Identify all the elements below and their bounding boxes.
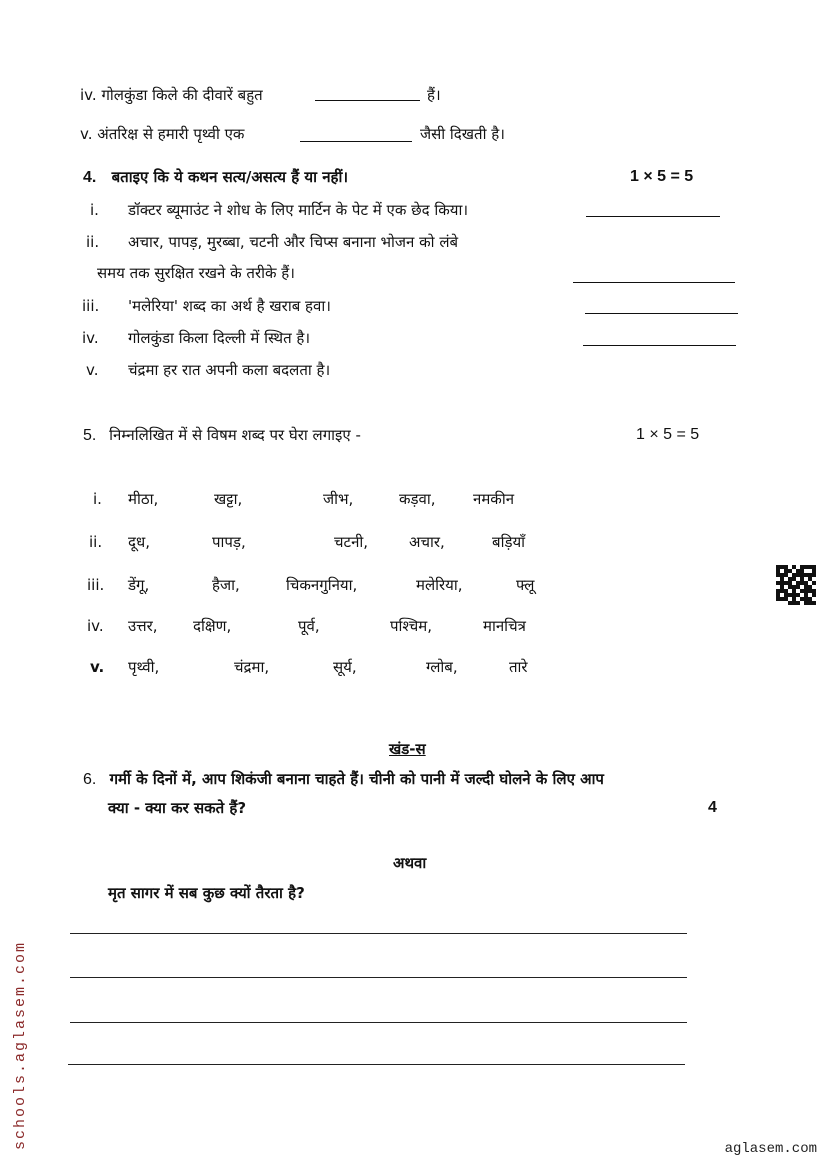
answer-line[interactable] xyxy=(70,933,687,934)
q3-item-v-after: जैसी दिखती है। xyxy=(420,125,505,143)
q5-word[interactable]: अचार, xyxy=(409,533,445,551)
section-heading: खंड-स xyxy=(389,740,426,758)
q5-word[interactable]: चिकनगुनिया, xyxy=(286,576,358,594)
answer-blank-q4-iv[interactable] xyxy=(583,345,736,346)
q4-item-num-iii: iii. xyxy=(82,297,100,315)
q4-item-text-iii: 'मलेरिया' शब्द का अर्थ है खराब हवा। xyxy=(128,297,331,315)
q5-word[interactable]: खट्टा, xyxy=(214,490,243,508)
item-text-before: अंतरिक्ष से हमारी पृथ्वी एक xyxy=(97,125,245,143)
q5-word[interactable]: मीठा, xyxy=(128,490,159,508)
qr-code-icon xyxy=(776,565,816,605)
q4-marks: 1 × 5 = 5 xyxy=(630,168,694,185)
q5-word[interactable]: ग्लोब, xyxy=(426,658,458,676)
q5-row-num: iv. xyxy=(87,617,104,635)
item-text-before: गोलकुंडा किले की दीवारें बहुत xyxy=(101,86,263,104)
question-number: 4. xyxy=(83,169,97,186)
q5-word[interactable]: कड़वा, xyxy=(399,490,436,508)
q4-item-text-ii-cont: समय तक सुरक्षित रखने के तरीके हैं। xyxy=(97,264,295,282)
q3-item-iv xyxy=(80,86,263,104)
alt-question: मृत सागर में सब कुछ क्यों तैरता है? xyxy=(108,884,305,902)
answer-line[interactable] xyxy=(70,1022,687,1023)
q4-item-text-ii: अचार, पापड़, मुरब्बा, चटनी और चिप्स बनाना भोजन को लंबे xyxy=(128,233,459,251)
question-number: 5. xyxy=(83,427,97,444)
footer-watermark: aglasem.com xyxy=(724,1141,817,1157)
q4-item-text-i: डॉक्टर ब्यूमाउंट ने शोध के लिए मार्टिन के पेट में एक छेद किया। xyxy=(128,201,469,219)
q4-item-num-ii: ii. xyxy=(86,233,100,251)
q6-line2: क्या - क्या कर सकते हैं? xyxy=(108,799,247,817)
q6-marks: 4 xyxy=(708,799,717,816)
item-number: v. xyxy=(80,125,93,143)
question-prompt: निम्नलिखित में से विषम शब्द पर घेरा लगाइए - xyxy=(109,426,361,444)
q5-word[interactable]: बड़ियाँ xyxy=(492,533,526,551)
q4-item-num-iv: iv. xyxy=(82,329,99,347)
q5-word[interactable]: फ्लू xyxy=(516,576,535,594)
question-text: गर्मी के दिनों में, आप शिकंजी बनाना चाहते हैं। चीनी को पानी में जल्दी घोलने के लिए आप xyxy=(109,770,604,788)
q5-word[interactable]: मलेरिया, xyxy=(416,576,463,594)
q5-word[interactable]: पृथ्वी, xyxy=(128,658,160,676)
q3-item-v xyxy=(80,125,244,143)
q5-word[interactable]: दक्षिण, xyxy=(193,617,232,635)
fill-blank-q3-v[interactable] xyxy=(300,141,412,142)
q4-item-num-v: v. xyxy=(86,361,99,379)
or-label: अथवा xyxy=(393,854,427,872)
q5-word[interactable]: दूध, xyxy=(128,533,150,551)
q5-word[interactable]: तारे xyxy=(509,658,528,676)
q5-word[interactable]: मानचित्र xyxy=(483,617,526,635)
fill-blank-q3-iv[interactable] xyxy=(315,100,420,101)
answer-blank-q4-iii[interactable] xyxy=(585,313,738,314)
answer-line[interactable] xyxy=(68,1064,685,1065)
q5-word[interactable]: नमकीन xyxy=(473,490,515,508)
q4-item-text-iv: गोलकुंडा किला दिल्ली में स्थित है। xyxy=(128,329,311,347)
item-number: iv. xyxy=(80,86,97,104)
question-number: 6. xyxy=(83,771,97,788)
q5-word[interactable]: पापड़, xyxy=(212,533,246,551)
q4-item-text-v: चंद्रमा हर रात अपनी कला बदलता है। xyxy=(128,361,331,379)
q6-line1 xyxy=(83,770,604,789)
q5-word[interactable]: चटनी, xyxy=(334,533,369,551)
answer-line[interactable] xyxy=(70,977,687,978)
q5-row-num: ii. xyxy=(89,533,103,551)
q5-row-num: i. xyxy=(93,490,102,508)
side-watermark: schools.aglasem.com xyxy=(12,940,29,1150)
q5-word[interactable]: पूर्व, xyxy=(298,617,320,635)
q5-word[interactable]: पश्चिम, xyxy=(390,617,433,635)
q5-row-num: v. xyxy=(90,658,105,676)
q4-item-num-i: i. xyxy=(90,201,99,219)
q3-item-iv-after: हैं। xyxy=(427,86,441,104)
answer-blank-q4-ii[interactable] xyxy=(573,282,735,283)
question-prompt: बताइए कि ये कथन सत्य/असत्य हैं या नहीं। xyxy=(111,168,349,186)
q5-row-num: iii. xyxy=(87,576,105,594)
q5-word[interactable]: हैजा, xyxy=(212,576,240,594)
answer-blank-q4-i[interactable] xyxy=(586,216,720,217)
q5-word[interactable]: डेंगू, xyxy=(128,576,150,594)
q4-header xyxy=(83,168,348,187)
q5-header xyxy=(83,426,361,445)
q5-marks: 1 × 5 = 5 xyxy=(636,426,700,443)
q5-word[interactable]: सूर्य, xyxy=(333,658,357,676)
q5-word[interactable]: चंद्रमा, xyxy=(234,658,270,676)
q5-word[interactable]: उत्तर, xyxy=(128,617,158,635)
q5-word[interactable]: जीभ, xyxy=(323,490,354,508)
